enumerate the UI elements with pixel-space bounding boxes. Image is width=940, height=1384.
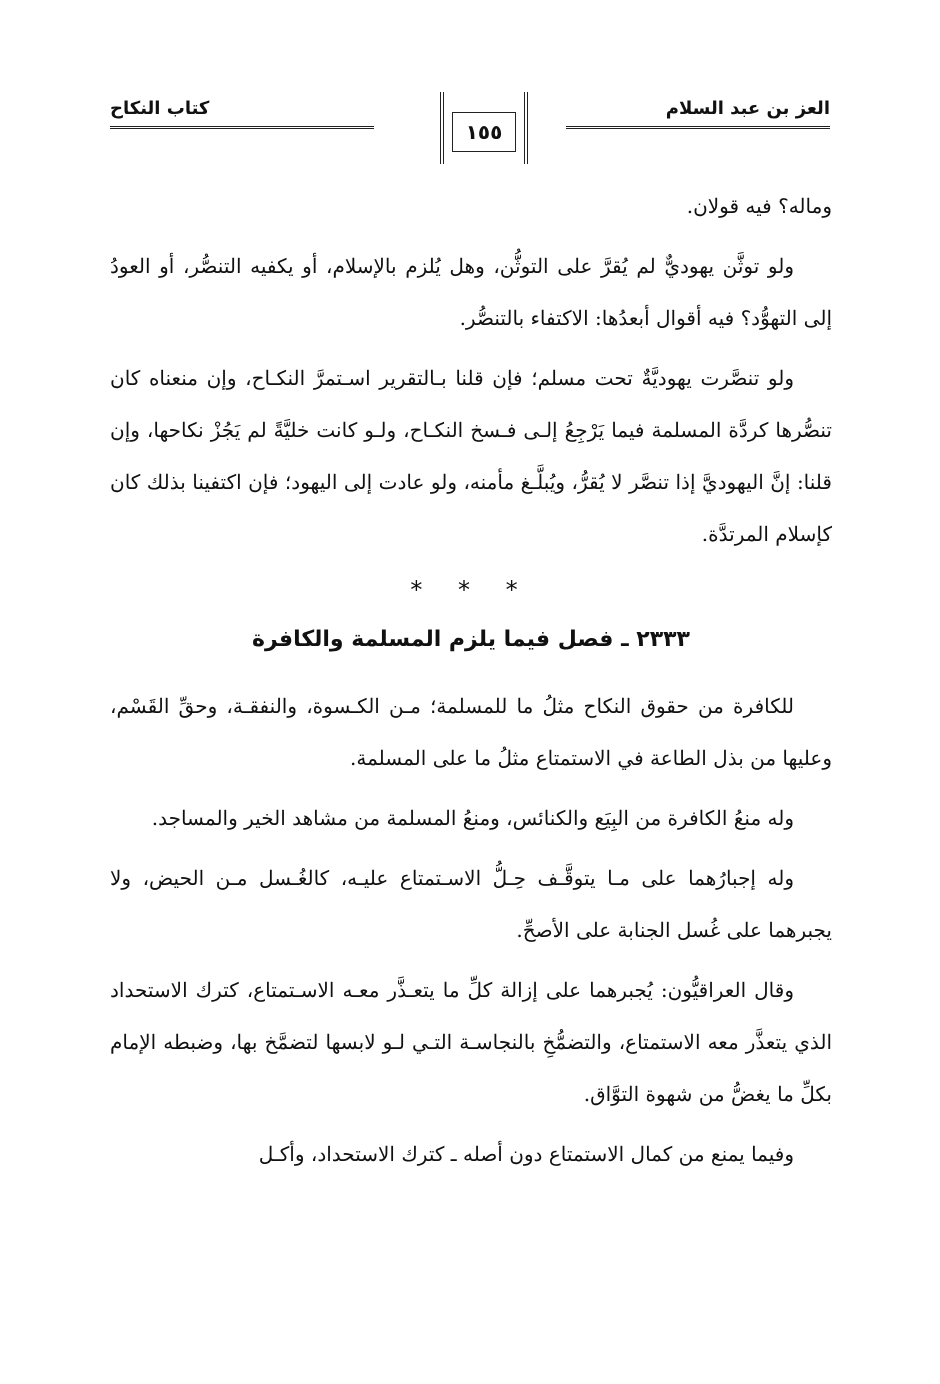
paragraph-7: وقال العراقيُّون: يُجبرهما على إزالة كلِّ ما يتعـذَّر معـه الاسـتمتاع، كترك الاستحداد الذي يتعذَّر معه الاستمتاع، والتضمُّخِ بالنجاسـة التـي لـو لابسها لتضمَّخ بها، وضبطه الإمام بكلِّ ما يغضُّ من شهوة التوَّاق. [110, 978, 832, 1106]
page-body [110, 180, 832, 1188]
header-rule-right [566, 126, 830, 129]
header-rule-left [110, 126, 374, 129]
paragraph-4: للكافرة من حقوق النكاح مثلُ ما للمسلمة؛ مـن الكـسوة، والنفقـة، وحقِّ القَسْم، وعليها من بذل الطاعة في الاستمتاع مثلُ ما على المسلمة. [110, 694, 832, 770]
running-head-book: كتاب النكاح [110, 98, 210, 119]
paragraph-5: وله منعُ الكافرة من البِيَع والكنائس، ومنعُ المسلمة من مشاهد الخير والمساجد. [151, 806, 794, 830]
page-number: ١٥٥ [452, 112, 516, 152]
section-heading: ٢٣٣٣ ـ فصل فيما يلزم المسلمة والكافرة [252, 627, 690, 652]
running-head-author: العز بن عبد السلام [665, 98, 830, 119]
page-header [110, 92, 830, 166]
paragraph-6: وله إجبارُهما على مـا يتوقَّـف حِـلُّ الاسـتمتاع عليـه، كالغُـسل مـن الحيض، ولا يجبرهما على غُسل الجنابة على الأصحِّ. [110, 866, 832, 942]
paragraph-2: ولو توثَّن يهوديٌّ لم يُقرَّ على التوثُّن، وهل يُلزم بالإسلام، أو يكفيه التنصُّر، أو العودُ إلى التهوُّد؟ فيه أقوال أبعدُها: الاكتفاء بالتنصُّر. [110, 254, 832, 330]
paragraph-8: وفيما يمنع من كمال الاستمتاع دون أصله ـ كترك الاستحداد، وأكـل [258, 1142, 794, 1166]
paragraph-3: ولو تنصَّرت يهوديَّةٌ تحت مسلم؛ فإن قلنا بـالتقرير اسـتمرَّ النكـاح، وإن منعناه كان تنصُّرها كردَّة المسلمة فيما يَرْجِعُ إلـى فـسخ النكـاح، ولـو كانت خليَّةً لم يَجُزْ نكاحها، وإن قلنا: إنَّ اليهوديَّ إذا تنصَّر لا يُقرُّ، ويُبلَّـغ مأمنه، ولو عادت إلى اليهود؛ فإن اكتفينا بذلك كان كإسلام المرتدَّة. [110, 366, 832, 546]
paragraph-1: وماله؟ فيه قولان. [686, 194, 832, 218]
page-number-frame [440, 92, 528, 164]
section-separator: * * * [410, 576, 532, 604]
